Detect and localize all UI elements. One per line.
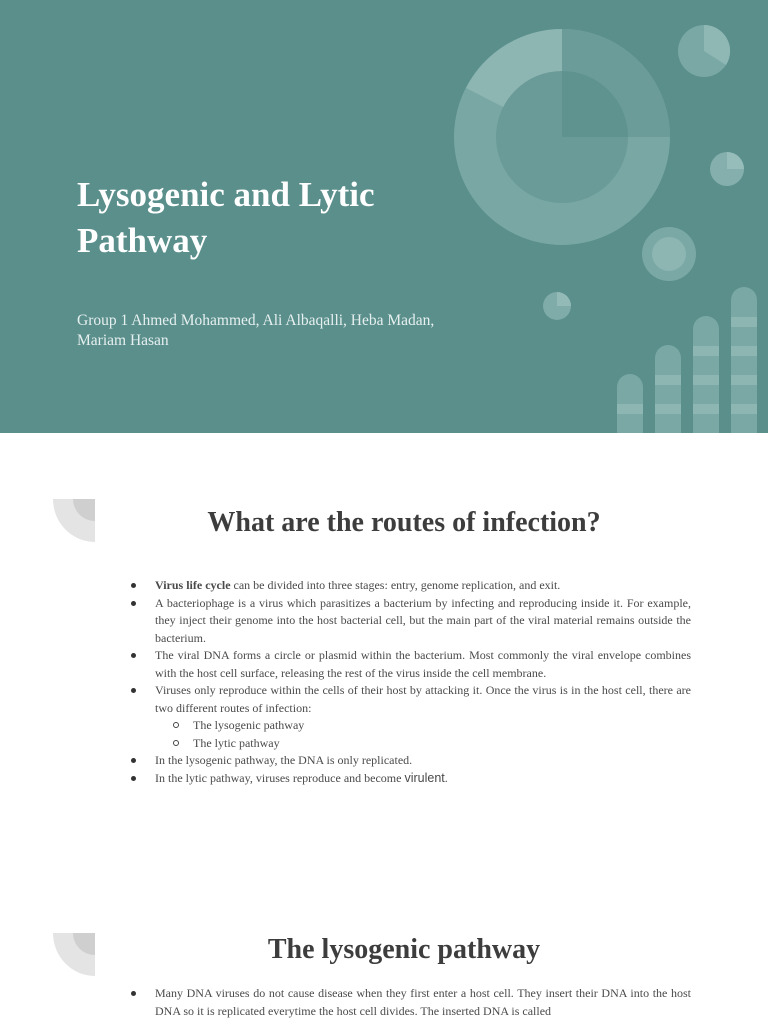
list-item	[155, 682, 691, 752]
list-item	[155, 770, 691, 788]
slide3-heading: The lysogenic pathway	[267, 934, 541, 965]
sub-list	[155, 717, 691, 752]
list-item: A bacteriophage is a virus which parasitizes a bacterium by infecting and reproducing inside it. For example, they inject their genome into the host bacterial cell, but the main part of the viral material remains outside the bacterium.	[155, 595, 691, 648]
bullet-word-virulent: virulent	[404, 770, 445, 785]
slide2-heading: What are the routes of infection?	[207, 507, 601, 538]
tiny-pie-slice	[557, 292, 571, 306]
sub-list-item: The lysogenic pathway	[193, 717, 691, 735]
list-item	[155, 577, 691, 595]
list-item: Many DNA viruses do not cause disease when they first enter a host cell. They insert their DNA into the host DNA so it is replicated everytime the host cell divides. The inserted DNA is called	[155, 985, 691, 1020]
list-item: In the lysogenic pathway, the DNA is only replicated.	[155, 752, 691, 770]
title-slide	[0, 0, 768, 433]
bullet-text: Viruses only reproduce within the cells of their host by attacking it. Once the virus is in the host cell, there are two different routes of infection:	[155, 683, 691, 715]
ring-inner	[652, 237, 686, 271]
bullet-text-end: .	[444, 770, 448, 785]
slide-authors: Group 1 Ahmed Mohammed, Ali Albaqalli, Heba Madan, Mariam Hasan	[77, 312, 435, 349]
slide-title: Lysogenic and Lytic Pathway	[77, 175, 375, 260]
bullet-text: can be divided into three stages: entry, genome replication, and exit.	[230, 578, 561, 592]
slide2-bullet-list	[155, 577, 691, 787]
list-item: The viral DNA forms a circle or plasmid within the bacterium. Most commonly the viral envelope combines with the host cell surface, releasing the rest of the virus inside the cell membrane.	[155, 647, 691, 682]
bullet-text: In the lytic pathway, viruses reproduce and become	[155, 770, 405, 785]
sub-list-item: The lytic pathway	[193, 735, 691, 753]
slide3-bullet-list	[155, 985, 691, 1020]
small-pie-mid-slice	[727, 152, 744, 169]
bullet-bold-term: Virus life cycle	[155, 578, 231, 592]
